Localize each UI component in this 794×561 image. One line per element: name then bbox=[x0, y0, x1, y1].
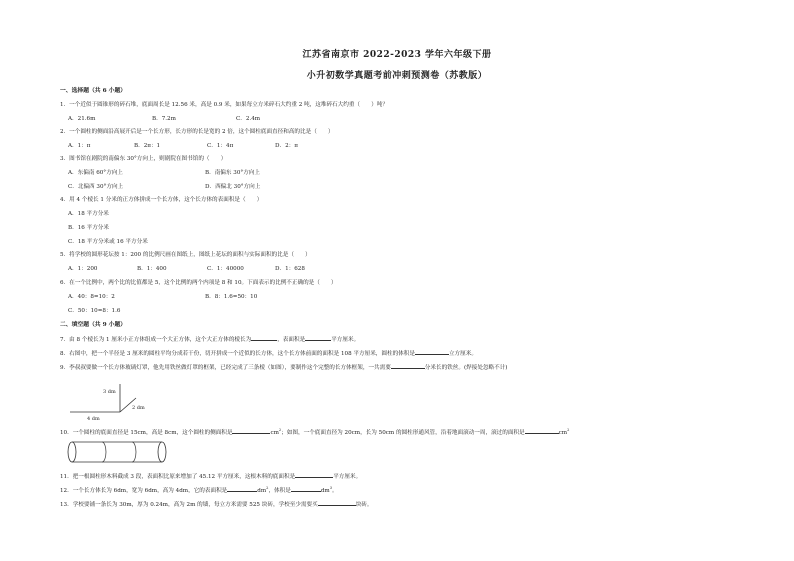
q5-option-a: A．1：200 bbox=[68, 266, 98, 272]
pipe-left-end bbox=[68, 442, 76, 462]
q8-text-post: 立方厘米。 bbox=[448, 351, 477, 357]
q9-text-post: 分米长的铁丝。(焊接处忽略不计) bbox=[424, 365, 508, 371]
question-6: 6．在一个比例中，两个比的比值都是 5，这个比例的两个内项是 8 和 10。下面表示的比例不正确的是（ ） bbox=[60, 280, 337, 286]
q8-text-pre: 8．右图中，把一个半径是 3 厘米的圆柱平均分成若干份，切开拼成一个近似的长方体，这个长方体前面的面积是 108 平方厘米，圆柱的体积是 bbox=[60, 351, 415, 357]
q4-option-c: C．18 平方分米或 16 平方分米 bbox=[68, 239, 148, 245]
q6-option-a: A．40：8=10：2 bbox=[68, 294, 115, 300]
q7-text-mid: ，表面积是 bbox=[277, 337, 306, 343]
q9-answer-blank[interactable] bbox=[391, 363, 425, 369]
q11-text-pre: 11．把一根圆柱形木料截成 3 段，表面积比原来增加了 45.12 平方厘米，这根木料的底面积是 bbox=[60, 474, 296, 480]
q5-option-d: D．1：628 bbox=[275, 266, 305, 272]
question-3: 3．图书馆在剧院的南偏东 30°方向上，则剧院在图书馆的（ ） bbox=[60, 156, 227, 162]
q12-unit-1: dm bbox=[257, 488, 267, 494]
question-2: 2．一个圆柱的侧面沿高展开后是一个长方形，长方形的长是宽的 2 倍，这个圆柱底面直径和高的比是（ ） bbox=[60, 129, 334, 135]
q2-option-b: B．2π：1 bbox=[134, 143, 161, 149]
q12-text-pre: 12．一个长方体长为 6dm，宽为 6dm，高为 4dm，它的表面积是 bbox=[60, 488, 228, 494]
q10-unit-2-exponent: 2 bbox=[567, 428, 570, 433]
q10-answer-blank-2[interactable] bbox=[525, 428, 559, 434]
q5-option-c: C．1：40000 bbox=[207, 266, 244, 272]
q12-answer-blank-2[interactable] bbox=[291, 486, 321, 492]
pipe-segment-line-1 bbox=[102, 442, 106, 462]
q7-answer-blank-2[interactable] bbox=[305, 335, 331, 341]
q7-text-pre: 7．由 8 个棱长为 1 厘米小正方体组成一个大正方体，这个大正方体的棱长为 bbox=[60, 337, 252, 343]
q10-unit-2: cm bbox=[558, 430, 568, 436]
question-11 bbox=[60, 472, 361, 481]
q2-option-c: C．1：4π bbox=[207, 143, 234, 149]
question-10 bbox=[60, 428, 569, 437]
q12-text-mid: ，体积是 bbox=[268, 488, 291, 494]
q6-option-b: B．8：1.6=50：10 bbox=[205, 294, 258, 300]
q10-text-mid: ；如图，一个底面直径为 20cm，长为 50cm 的圆柱形通风管，沿着地面滚动一周，滚过的面积是 bbox=[281, 430, 525, 436]
question-13 bbox=[60, 500, 373, 509]
q10-text-pre: 10．一个圆柱的底面直径是 15cm，高是 8cm，这个圆柱的侧面积是 bbox=[60, 430, 233, 436]
q13-answer-blank[interactable] bbox=[318, 500, 356, 506]
q2-option-a: A．1：π bbox=[68, 143, 91, 149]
q6-option-c: C．50：10=8：1.6 bbox=[68, 308, 121, 314]
q3-option-a: A．东偏南 60°方向上 bbox=[68, 170, 123, 176]
q5-option-b: B．1：400 bbox=[137, 266, 167, 272]
q7-answer-blank-1[interactable] bbox=[251, 335, 277, 341]
q1-option-b: B．7.2m bbox=[152, 116, 176, 122]
question-4: 4．用 4 个棱长 1 分米的正方体拼成一个长方体，这个长方体的表面积是（ ） bbox=[60, 197, 263, 203]
q10-unit-1: cm bbox=[270, 430, 279, 436]
height-label: 3 dm bbox=[103, 389, 116, 395]
q3-option-c: C．北偏西 30°方向上 bbox=[68, 184, 124, 190]
q11-text-post: 平方厘米。 bbox=[333, 474, 362, 480]
choice-section-heading: 一、选择题（共 6 小题） bbox=[60, 88, 127, 94]
width-label: 2 dm bbox=[132, 405, 145, 411]
q10-answer-blank-1[interactable] bbox=[232, 428, 270, 434]
q1-option-c: C．2.4m bbox=[236, 116, 261, 122]
question-8 bbox=[60, 349, 477, 358]
pipe-right-end bbox=[158, 442, 166, 462]
q3-option-b: B．南偏东 30°方向上 bbox=[205, 170, 260, 176]
q7-text-post: 平方厘米。 bbox=[331, 337, 360, 343]
q12-unit-2: dm bbox=[320, 488, 330, 494]
q4-option-b: B．16 平方分米 bbox=[68, 225, 109, 231]
question-5: 5．将学校的圆形花坛按 1：200 的比例尺画在图纸上，图纸上花坛的面积与实际面积的比是（ ） bbox=[60, 252, 311, 258]
q2-option-d: D．2：π bbox=[275, 143, 298, 149]
pipe-segment-line-2 bbox=[132, 442, 136, 462]
exam-title: 江苏省南京市 2022-2023 学年六年级下册 bbox=[302, 50, 492, 60]
question-9 bbox=[60, 363, 507, 372]
q10-unit-1-exponent: 2 bbox=[278, 428, 282, 433]
q9-text-pre: 9．李叔叔要做一个长方体玻璃灯罩，他先用铁丝做灯罩的框架，已经完成了三条棱（如图），要制作这个完整的长方体框架，一共需要 bbox=[60, 365, 391, 371]
q1-option-a: A．21.6m bbox=[68, 116, 96, 122]
question-7 bbox=[60, 335, 359, 344]
q12-unit-2-exponent: 3 bbox=[329, 486, 333, 491]
fill-section-heading: 二、填空题（共 9 小题） bbox=[60, 322, 127, 328]
q12-answer-blank-1[interactable] bbox=[227, 486, 257, 492]
q13-text-pre: 13．学校要铺一条长为 30m，厚为 0.24m，高为 2m 的墙，每立方米需要 525 块砖，学校至少需要买 bbox=[60, 502, 318, 508]
question-1: 1．一个近似于圆锥形的碎石堆，底面周长是 12.56 米，高是 0.9 米，如果每立方米碎石大约重 2 吨，这堆碎石大约重（ ）吨？ bbox=[60, 102, 388, 108]
exam-subtitle: 小升初数学真题考前冲刺预测卷（苏教版） bbox=[306, 71, 488, 81]
q3-option-d: D．西偏北 30°方向上 bbox=[205, 184, 261, 190]
q12-text-end: 。 bbox=[332, 488, 338, 494]
q13-text-post: 块砖。 bbox=[355, 502, 373, 508]
q11-answer-blank[interactable] bbox=[295, 472, 333, 478]
length-label: 4 dm bbox=[87, 416, 100, 422]
q4-option-a: A．18 平方分米 bbox=[68, 211, 109, 217]
q12-unit-1-exponent: 2 bbox=[266, 486, 269, 491]
question-12 bbox=[60, 486, 338, 495]
q8-answer-blank[interactable] bbox=[415, 349, 449, 355]
cuboid-edges-figure bbox=[60, 378, 160, 424]
ventilation-pipe-figure bbox=[66, 439, 172, 465]
